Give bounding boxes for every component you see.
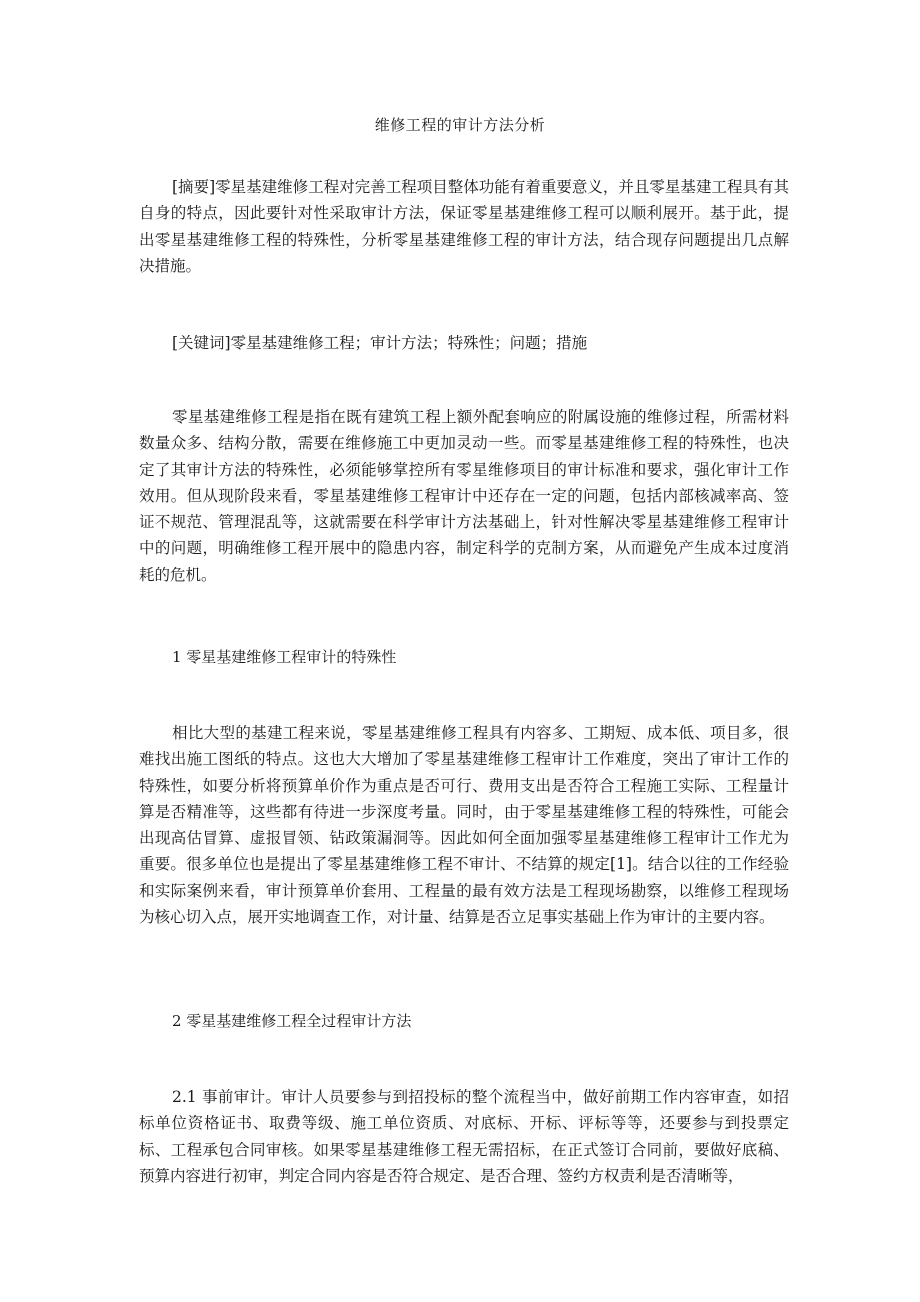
keywords-paragraph: [关键词]零星基建维修工程；审计方法；特殊性；问题；措施 bbox=[172, 334, 588, 352]
section-1-heading: 1 零星基建维修工程审计的特殊性 bbox=[172, 648, 397, 666]
intro-paragraph: 零星基建维修工程是指在既有建筑工程上额外配套响应的附属设施的维修过程，所需材料数量众多、结构分散，需要在维修施工中更加灵动一些。而零星基建维修工程的特殊性，也决定了其审计方法的特殊性，必须能够掌控所有零星维修项目的审计标准和要求，强化审计工作效用。但从现阶段来看，零星基建维修工程审计中还存在一定的问题，包括内部核减率高、签证不规范、管理混乱等，这就需要在科学审计方法基础上，针对性解决零星基建维修工程审计中的问题，明确维修工程开展中的隐患内容，制定科学的克制方案，从而避免产生成本过度消耗的危机。 bbox=[139, 408, 789, 584]
abstract-paragraph: [摘要]零星基建维修工程对完善工程项目整体功能有着重要意义，并且零星基建工程具有其自身的特点，因此要针对性采取审计方法，保证零星基建维修工程可以顺利展开。基于此，提出零星基建维修工程的特殊性，分析零星基建维修工程的审计方法，结合现存问题提出几点解决措施。 bbox=[139, 178, 789, 275]
section-2-1-paragraph: 2.1 事前审计。审计人员要参与到招投标的整个流程当中，做好前期工作内容审查，如招标单位资格证书、取费等级、施工单位资质、对底标、开标、评标等等，还要参与到投票定标、工程承包合同审核。如果零星基建维修工程无需招标，在正式签订合同前，要做好底稿、预算内容进行初审，判定合同内容是否符合规定、是否合理、签约方权责利是否清晰等， bbox=[139, 1088, 789, 1185]
section-2-heading: 2 零星基建维修工程全过程审计方法 bbox=[172, 1012, 412, 1030]
document-title: 维修工程的审计方法分析 bbox=[374, 116, 546, 134]
section-1-paragraph: 相比大型的基建工程来说，零星基建维修工程具有内容多、工期短、成本低、项目多，很难找出施工图纸的特点。这也大大增加了零星基建维修工程审计工作难度，突出了审计工作的特殊性，如要分析将预算单价作为重点是否可行、费用支出是否符合工程施工实际、工程量计算是否精准等，这些都有待进一步深度考量。同时，由于零星基建维修工程的特殊性，可能会出现高估冒算、虚报冒领、钻政策漏洞等。因此如何全面加强零星基建维修工程审计工作尤为重要。很多单位也是提出了零星基建维修工程不审计、不结算的规定[1]。结合以往的工作经验和实际案例来看，审计预算单价套用、工程量的最有效方法是工程现场勘察，以维修工程现场为核心切入点，展开实地调查工作，对计量、结算是否立足事实基础上作为审计的主要内容。 bbox=[139, 724, 789, 927]
